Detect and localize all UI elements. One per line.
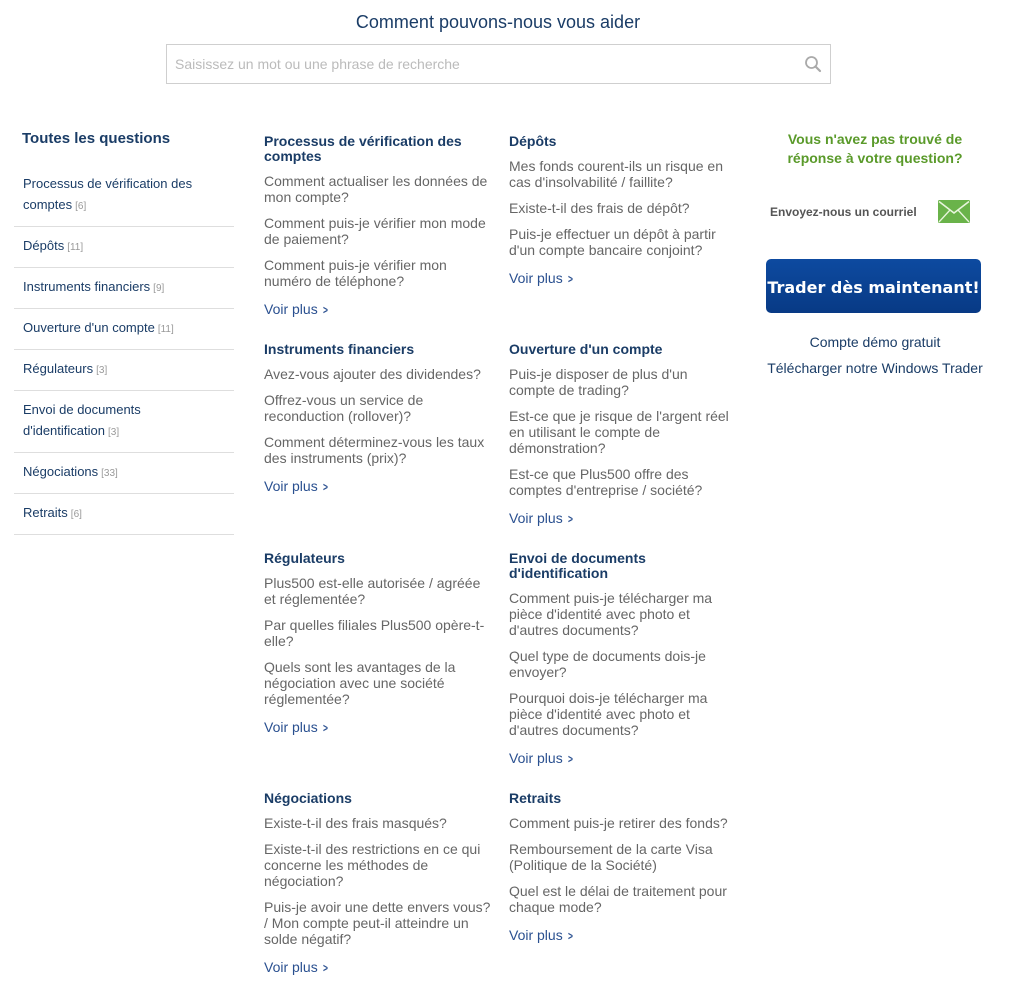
- question-link[interactable]: Comment déterminez-vous les taux des instruments (prix)?: [264, 434, 485, 466]
- question-link[interactable]: Mes fonds courent-ils un risque en cas d'insolvabilité / faillite?: [509, 158, 723, 190]
- demo-account-link[interactable]: Compte démo gratuit: [809, 334, 941, 350]
- see-more-label: Voir plus: [509, 510, 563, 526]
- sidebar-title: Toutes les questions: [22, 130, 171, 147]
- sidebar-item-negociations[interactable]: [14, 453, 234, 494]
- question-link[interactable]: Existe-t-il des frais masqués?: [264, 815, 447, 831]
- see-more-label: Voir plus: [509, 750, 563, 766]
- see-more-label: Voir plus: [264, 478, 318, 494]
- chevron-right-icon: >: [322, 480, 328, 494]
- sidebar-item-count: [3]: [107, 427, 120, 438]
- see-more-link[interactable]: [509, 750, 574, 767]
- chevron-right-icon: >: [567, 272, 573, 286]
- chevron-right-icon: >: [322, 721, 328, 735]
- question-link[interactable]: Existe-t-il des frais de dépôt?: [509, 200, 690, 216]
- sidebar-item-label: Négociations: [23, 464, 99, 479]
- sidebar: [14, 130, 234, 535]
- sidebar-item-verification[interactable]: [14, 165, 234, 227]
- sidebar-item-count: [11]: [67, 242, 84, 253]
- sidebar-item-count: [6]: [75, 201, 87, 212]
- chevron-right-icon: >: [322, 303, 328, 317]
- question-link[interactable]: Avez-vous ajouter des dividendes?: [264, 366, 481, 382]
- sidebar-item-depots[interactable]: [14, 227, 234, 268]
- see-more-label: Voir plus: [264, 719, 318, 735]
- download-windows-trader-link[interactable]: Télécharger notre Windows Trader: [767, 360, 983, 376]
- see-more-label: Voir plus: [264, 959, 318, 975]
- not-found-heading: Vous n'avez pas trouvé de réponse à votre question?: [787, 131, 963, 166]
- question-link[interactable]: Quel type de documents dois-je envoyer?: [509, 648, 706, 680]
- email-label: Envoyez-nous un courriel: [770, 204, 917, 219]
- category-documents: [509, 551, 737, 768]
- question-link[interactable]: Puis-je avoir une dette envers vous? / Mon compte peut-il atteindre un solde négatif?: [264, 899, 491, 947]
- question-link[interactable]: Comment actualiser les données de mon compte?: [264, 173, 488, 205]
- category-title[interactable]: Négociations: [264, 790, 352, 806]
- category-title[interactable]: Dépôts: [509, 133, 557, 149]
- sidebar-item-label: Retraits: [23, 505, 68, 520]
- category-instruments: [264, 342, 492, 496]
- sidebar-item-ouverture[interactable]: [14, 309, 234, 350]
- page-title: Comment pouvons-nous vous aider: [355, 12, 641, 32]
- question-link[interactable]: Est-ce que je risque de l'argent réel en utilisant le compte de démonstration?: [509, 408, 729, 456]
- email-contact[interactable]: [760, 200, 990, 223]
- category-title[interactable]: Ouverture d'un compte: [509, 341, 663, 357]
- category-ouverture: [509, 342, 737, 528]
- category-title[interactable]: Régulateurs: [264, 550, 345, 566]
- question-link[interactable]: Existe-t-il des restrictions en ce qui concerne les méthodes de négociation?: [264, 841, 481, 889]
- search-input[interactable]: [167, 45, 787, 83]
- sidebar-item-count: [33]: [101, 468, 118, 479]
- question-link[interactable]: Remboursement de la carte Visa (Politique de la Société): [509, 841, 713, 873]
- sidebar-item-documents[interactable]: [14, 391, 234, 453]
- help-panel: [760, 130, 990, 376]
- sidebar-item-label: Envoi de documents d'identification: [23, 402, 141, 438]
- category-depots: [509, 134, 737, 288]
- sidebar-item-label: Processus de vérification des comptes: [23, 176, 193, 212]
- question-link[interactable]: Puis-je effectuer un dépôt à partir d'un compte bancaire conjoint?: [509, 226, 716, 258]
- see-more-link[interactable]: [264, 301, 329, 318]
- see-more-label: Voir plus: [509, 927, 563, 943]
- question-link[interactable]: Plus500 est-elle autorisée / agréée et réglementée?: [264, 575, 481, 607]
- question-link[interactable]: Puis-je disposer de plus d'un compte de trading?: [509, 366, 688, 398]
- see-more-link[interactable]: [264, 719, 329, 736]
- chevron-right-icon: >: [567, 752, 573, 766]
- sidebar-item-instruments[interactable]: [14, 268, 234, 309]
- see-more-link[interactable]: [264, 959, 329, 976]
- sidebar-item-label: Instruments financiers: [23, 279, 151, 294]
- category-title[interactable]: Envoi de documents d'identification: [509, 550, 646, 581]
- see-more-label: Voir plus: [264, 301, 318, 317]
- chevron-right-icon: >: [567, 512, 573, 526]
- question-link[interactable]: Comment puis-je retirer des fonds?: [509, 815, 728, 831]
- question-link[interactable]: Comment puis-je vérifier mon mode de paiement?: [264, 215, 486, 247]
- chevron-right-icon: >: [567, 929, 573, 943]
- question-link[interactable]: Offrez-vous un service de reconduction (rollover)?: [264, 392, 424, 424]
- question-link[interactable]: Comment puis-je vérifier mon numéro de téléphone?: [264, 257, 447, 289]
- sidebar-item-count: [3]: [96, 365, 108, 376]
- see-more-link[interactable]: [509, 927, 574, 944]
- sidebar-item-count: [9]: [153, 283, 165, 294]
- see-more-link[interactable]: [509, 270, 574, 287]
- sidebar-item-count: [6]: [70, 509, 82, 520]
- category-negociations: [264, 791, 492, 977]
- question-link[interactable]: Quels sont les avantages de la négociation avec une société réglementée?: [264, 659, 456, 707]
- see-more-label: Voir plus: [509, 270, 563, 286]
- category-verification: [264, 134, 492, 319]
- search-box[interactable]: [166, 44, 831, 84]
- category-regulateurs: [264, 551, 492, 737]
- category-title[interactable]: Instruments financiers: [264, 341, 415, 357]
- question-link[interactable]: Quel est le délai de traitement pour chaque mode?: [509, 883, 727, 915]
- question-link[interactable]: Par quelles filiales Plus500 opère-t-elle?: [264, 617, 485, 649]
- sidebar-item-label: Régulateurs: [23, 361, 94, 376]
- sidebar-item-count: [11]: [157, 324, 174, 335]
- sidebar-item-label: Ouverture d'un compte: [23, 320, 155, 335]
- question-link[interactable]: Pourquoi dois-je télécharger ma pièce d'identité avec photo et d'autres documents?: [509, 690, 708, 738]
- envelope-icon[interactable]: [938, 200, 970, 223]
- question-link[interactable]: Comment puis-je télécharger ma pièce d'identité avec photo et d'autres documents?: [509, 590, 713, 638]
- sidebar-item-label: Dépôts: [23, 238, 65, 253]
- sidebar-item-retraits[interactable]: [14, 494, 234, 535]
- search-icon[interactable]: [804, 55, 822, 73]
- category-title[interactable]: Processus de vérification des comptes: [264, 133, 462, 164]
- question-link[interactable]: Est-ce que Plus500 offre des comptes d'entreprise / société?: [509, 466, 703, 498]
- sidebar-item-regulateurs[interactable]: [14, 350, 234, 391]
- see-more-link[interactable]: [509, 510, 574, 527]
- chevron-right-icon: >: [322, 961, 328, 975]
- category-title[interactable]: Retraits: [509, 790, 562, 806]
- trade-now-button[interactable]: Trader dès maintenant!: [766, 259, 981, 313]
- category-retraits: [509, 791, 737, 945]
- see-more-link[interactable]: [264, 478, 329, 495]
